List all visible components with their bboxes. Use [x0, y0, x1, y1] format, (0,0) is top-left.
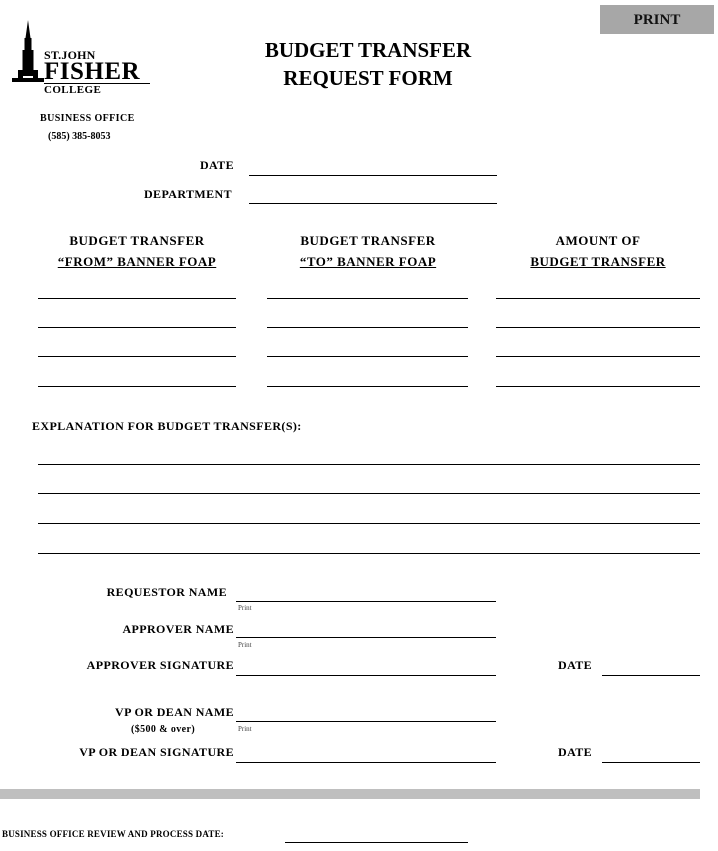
amount-header-line2: BUDGET TRANSFER	[530, 254, 666, 269]
from-foap-field[interactable]	[38, 298, 236, 299]
to-foap-header	[262, 230, 474, 272]
to-foap-field[interactable]	[267, 327, 468, 328]
date-field[interactable]	[249, 175, 497, 176]
from-foap-field[interactable]	[38, 356, 236, 357]
review-date-label: BUSINESS OFFICE REVIEW AND PROCESS DATE:	[2, 829, 224, 839]
to-foap-header-line2: “TO” BANNER FOAP	[299, 254, 437, 269]
approver-name-label: APPROVER NAME	[122, 622, 234, 636]
to-foap-field[interactable]	[267, 386, 468, 387]
print-button[interactable]: PRINT	[600, 5, 714, 34]
vp-dean-signature-label: VP OR DEAN SIGNATURE	[79, 745, 234, 759]
department-label: DEPARTMENT	[143, 187, 232, 201]
vp-dean-name-label: VP OR DEAN NAME	[115, 705, 234, 719]
amount-field[interactable]	[496, 327, 700, 328]
form-title-line1: BUDGET TRANSFER	[264, 38, 472, 62]
from-foap-header	[30, 230, 244, 272]
approver-print-hint: Print	[238, 641, 252, 649]
amount-field[interactable]	[496, 386, 700, 387]
vp-dean-print-hint: Print	[238, 725, 252, 733]
vp-dean-date-label: DATE	[558, 745, 593, 759]
requestor-print-hint: Print	[238, 604, 252, 612]
explanation-line[interactable]	[38, 553, 700, 554]
explanation-line[interactable]	[38, 523, 700, 524]
logo-college: COLLEGE	[44, 84, 102, 96]
amount-field[interactable]	[496, 356, 700, 357]
logo-st-john: ST.JOHN	[44, 48, 96, 62]
from-foap-field[interactable]	[38, 327, 236, 328]
amount-header	[496, 230, 700, 272]
date-label: DATE	[199, 158, 234, 172]
explanation-label: EXPLANATION FOR BUDGET TRANSFER(S):	[32, 419, 302, 433]
vp-dean-name-field[interactable]	[236, 721, 496, 722]
requestor-name-label: REQUESTOR NAME	[106, 585, 227, 599]
from-foap-header-line1: BUDGET TRANSFER	[69, 233, 205, 248]
requestor-name-field[interactable]	[236, 601, 496, 602]
department-field[interactable]	[249, 203, 497, 204]
chapel-tower-icon	[12, 20, 44, 86]
vp-dean-signature-field[interactable]	[236, 762, 496, 763]
logo-fisher: FISHER	[44, 58, 141, 85]
business-office-label: BUSINESS OFFICE	[40, 113, 135, 124]
approver-date-field[interactable]	[602, 675, 700, 676]
business-office-phone: (585) 385-8053	[48, 131, 111, 142]
amount-header-line1: AMOUNT OF	[555, 233, 641, 248]
from-foap-field[interactable]	[38, 386, 236, 387]
approver-name-field[interactable]	[236, 637, 496, 638]
from-foap-header-line2: “FROM” BANNER FOAP	[57, 254, 217, 269]
form-title-line2: REQUEST FORM	[283, 66, 453, 90]
explanation-line[interactable]	[38, 493, 700, 494]
review-date-field[interactable]	[285, 842, 468, 843]
logo-rule	[44, 83, 150, 84]
to-foap-field[interactable]	[267, 298, 468, 299]
to-foap-header-line1: BUDGET TRANSFER	[300, 233, 436, 248]
explanation-line[interactable]	[38, 464, 700, 465]
approver-date-label: DATE	[558, 658, 593, 672]
section-divider	[0, 789, 700, 799]
approver-signature-label: APPROVER SIGNATURE	[86, 658, 234, 672]
vp-dean-threshold-note: ($500 & over)	[131, 724, 196, 735]
amount-field[interactable]	[496, 298, 700, 299]
to-foap-field[interactable]	[267, 356, 468, 357]
vp-dean-date-field[interactable]	[602, 762, 700, 763]
approver-signature-field[interactable]	[236, 675, 496, 676]
